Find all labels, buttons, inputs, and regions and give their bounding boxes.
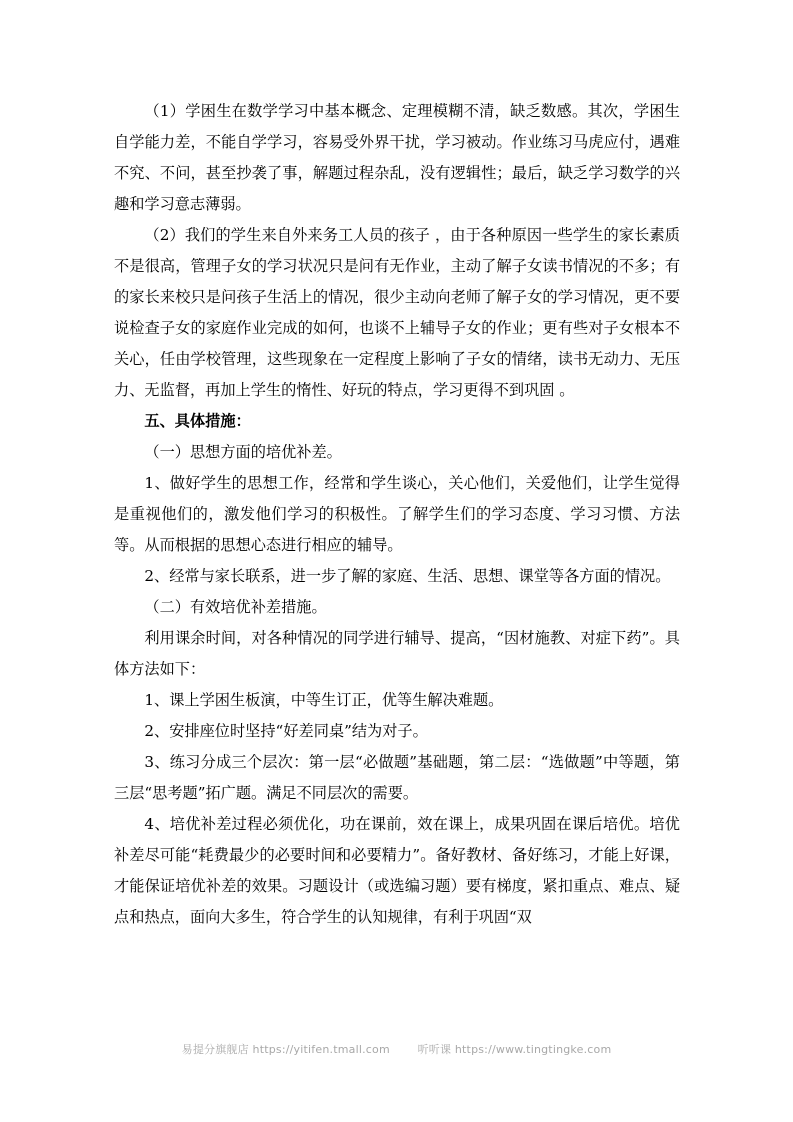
paragraph-ideological-2: 2、经常与家长联系，进一步了解的家庭、生活、思想、课堂等各方面的情况。: [144, 567, 671, 585]
paragraph-measure-1: 1、课上学困生板演，中等生订正，优等生解决难题。: [144, 691, 504, 709]
paragraph-tutoring-intro: 利用课余时间，对各种情况的同学进行辅导、提高，“因材施教、对症下药”。具体方法如下：: [114, 629, 680, 678]
subheading-effective-measures: （二）有效培优补差措施。: [144, 598, 327, 616]
paragraph-ideological-1: 1、做好学生的思想工作，经常和学生谈心，关心他们，关爱他们，让学生觉得是重视他们的，激发他们学习的积极性。了解学生们的学习态度、学习习惯、方法等。从而根据的思想心态进行相应的辅导。: [114, 474, 680, 554]
document-body: [114, 96, 680, 933]
paragraph-measure-4: 4、培优补差过程必须优化，功在课前，效在课上，成果巩固在课后培优。培优补差尽可能“耗费最少的必要时间和必要精力”。备好教材、备好练习，才能上好课，才能保证培优补差的效果。习题设计（或选编习题）要有梯度，紧扣重点、难点、疑点和热点，面向大多生，符合学生的认知规律，有利于巩固“双: [114, 815, 680, 926]
section-heading-measures: 五、具体措施：: [144, 412, 251, 430]
footer-shop-link[interactable]: 易提分旗舰店 https://yitifen.tmall.com: [181, 1043, 390, 1056]
paragraph-measure-2: 2、安排座位时坚持“好差同桌”结为对子。: [144, 722, 428, 740]
paragraph-measure-3: 3、练习分成三个层次：第一层“必做题”基础题，第二层：“选做题”中等题，第三层“思考题”拓广题。满足不同层次的需要。: [114, 753, 680, 802]
footer-site-link[interactable]: 听听课 https://www.tingtingke.com: [417, 1043, 612, 1056]
paragraph-learning-difficulties: （1）学困生在数学学习中基本概念、定理模糊不清，缺乏数感。其次，学困生自学能力差，不能自学学习，容易受外界干扰，学习被动。作业练习马虎应付，遇难不究、不问，甚至抄袭了事，解题过程杂乱，没有逻辑性；最后，缺乏学习数学的兴趣和学习意志薄弱。: [114, 102, 680, 213]
page-footer: [0, 1041, 793, 1057]
paragraph-family-background: （2）我们的学生来自外来务工人员的孩子 ，由于各种原因一些学生的家长素质不是很高，管理子女的学习状况只是问有无作业，主动了解子女读书情况的不多；有的家长来校只是问孩子生活上的情况，很少主动向老师了解子女的学习情况，更不要说检查子女的家庭作业完成的如何，也谈不上辅导子女的作业；更有些对子女根本不关心，任由学校管理，这些现象在一定程度上影响了子女的情绪，读书无动力、无压力、无监督，再加上学生的惰性、好玩的特点，学习更得不到巩固 。: [114, 226, 680, 399]
subheading-ideological: （一）思想方面的培优补差。: [144, 443, 342, 461]
